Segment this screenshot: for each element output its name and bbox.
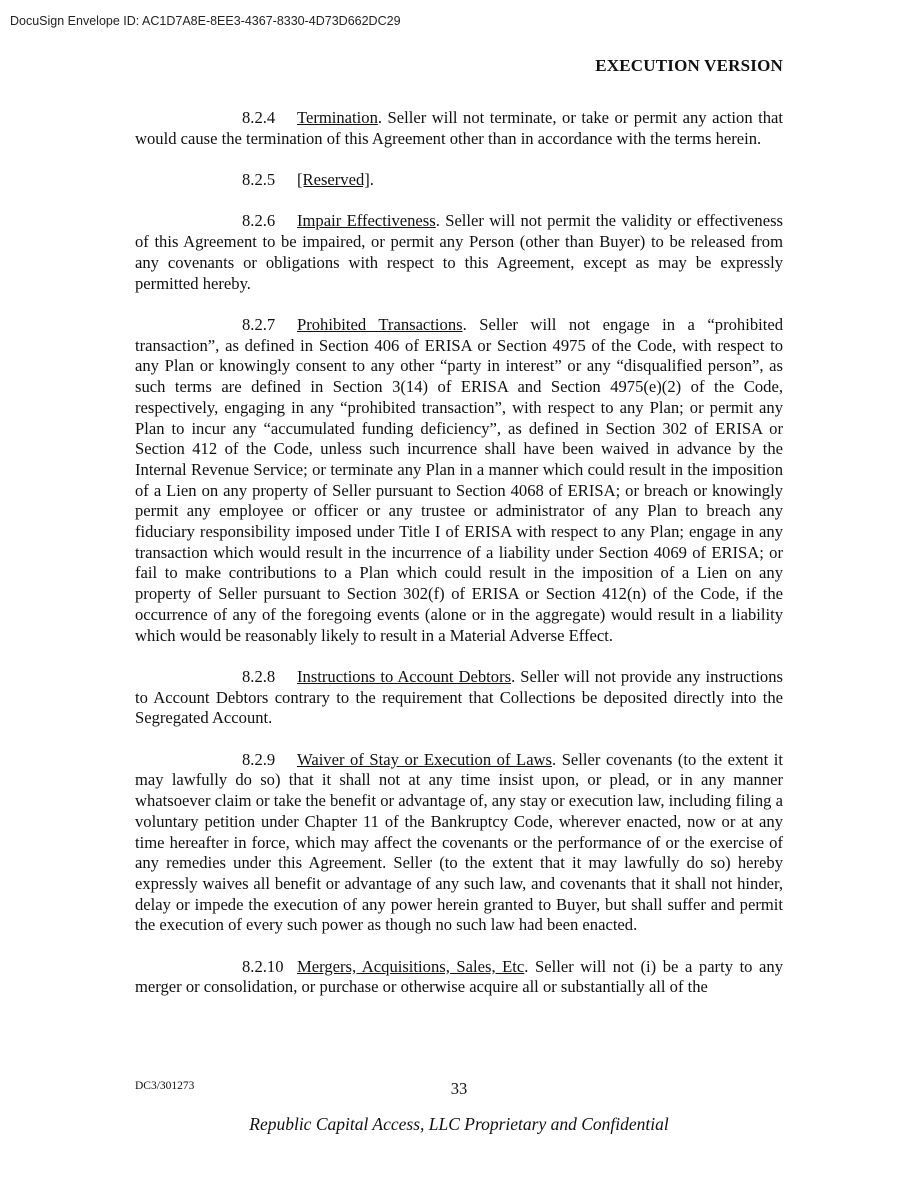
- section-8-2-8: [135, 667, 783, 729]
- section-8-2-4: [135, 108, 783, 149]
- section-title: Waiver of Stay or Execution of Laws: [297, 749, 552, 769]
- section-number: 8.2.6: [242, 211, 276, 231]
- section-number: 8.2.8: [242, 666, 276, 686]
- section-text: .: [369, 170, 374, 190]
- section-text: . Seller will not (i) be a party to any merger or consolidation, or purchase or otherwise acquire all or substantially all of the: [135, 956, 784, 997]
- section-8-2-6: [135, 211, 783, 294]
- section-title: Impair Effectiveness: [297, 211, 436, 231]
- section-text: . Seller will not terminate, or take or permit any action that would cause the termination of this Agreement other than in accordance with the terms herein.: [135, 108, 783, 148]
- section-title: Mergers, Acquisitions, Sales, Etc: [297, 956, 525, 976]
- section-8-2-5: [135, 170, 783, 191]
- section-title: Prohibited Transactions: [297, 314, 463, 334]
- section-number: 8.2.7: [242, 314, 276, 334]
- section-number: 8.2.5: [242, 170, 276, 190]
- document-id: DC3/301273: [135, 1080, 195, 1092]
- section-number: 8.2.10: [242, 956, 284, 976]
- section-8-2-7: [135, 315, 783, 646]
- docusign-envelope-id: DocuSign Envelope ID: AC1D7A8E-8EE3-4367-8330-4D73D662DC29: [10, 14, 401, 28]
- section-title: [Reserved]: [297, 170, 370, 190]
- section-title: Instructions to Account Debtors: [297, 666, 512, 686]
- document-body: [135, 108, 783, 1019]
- section-number: 8.2.4: [242, 108, 276, 127]
- section-text: . Seller will not permit the validity or effectiveness of this Agreement to be impaired, or permit any Person (other than Buyer) to be released from any covenants or obligations with respect to this Agreement, except as may be expressly permitted hereby.: [135, 211, 783, 293]
- confidentiality-notice: Republic Capital Access, LLC Proprietary and Confidential: [249, 1114, 669, 1134]
- section-title: Termination: [297, 108, 378, 127]
- execution-version-label: EXECUTION VERSION: [595, 56, 783, 75]
- page-number: 33: [450, 1079, 468, 1098]
- section-8-2-10: [135, 957, 783, 998]
- section-8-2-9: [135, 750, 783, 936]
- section-text: . Seller covenants (to the extent it may lawfully do so) that it shall not at any time insist upon, or plead, or in any manner whatsoever claim or take the benefit or advantage of, any stay or execution law, including filing a voluntary petition under Chapter 11 of the Bankruptcy Code, wherever enacted, now or at any time hereafter in force, which may affect the covenants or the performance of or the exercise of any remedies under this Agreement. Seller (to the extent that it may lawfully do so) hereby expressly waives all benefit or advantage of any such law, and covenants that it shall not hinder, delay or impede the execution of any power herein granted to Buyer, but shall suffer and permit the execution of every such power as though no such law had been enacted.: [135, 749, 783, 935]
- section-text: . Seller will not provide any instructions to Account Debtors contrary to the requirement that Collections be deposited directly into the Segregated Account.: [135, 666, 783, 728]
- section-number: 8.2.9: [242, 749, 276, 769]
- section-text: . Seller will not engage in a “prohibited transaction”, as defined in Section 406 of ERISA or Section 4975 of the Code, with respect to any Plan or knowingly consent to any other “party in interest” or any “disqualified person”, as such terms are defined in Section 3(14) of ERISA and Section 4975(e)(2) of the Code, respectively, engaging in any “prohibited transaction”, with respect to any Plan; or permit any Plan to incur any “accumulated funding deficiency”, as defined in Section 302 of ERISA or Section 412 of the Code, unless such incurrence shall have been waived in advance by the Internal Revenue Service; or terminate any Plan in a manner which could result in the imposition of a Lien on any property of Seller pursuant to Section 4068 of ERISA; or breach or knowingly permit any employee or officer or any trustee or administrator of any Plan to breach any fiduciary responsibility imposed under Title I of ERISA with respect to any Plan; engage in any transaction which would result in the incurrence of a liability under Section 4069 of ERISA; or fail to make contributions to a Plan which could result in the imposition of a Lien on any property of Seller pursuant to Section 302(f) of ERISA or Section 412(n) of the Code, if the occurrence of any of the foregoing events (alone or in the aggregate) would result in a liability which would be reasonably likely to result in a Material Adverse Effect.: [135, 314, 783, 645]
